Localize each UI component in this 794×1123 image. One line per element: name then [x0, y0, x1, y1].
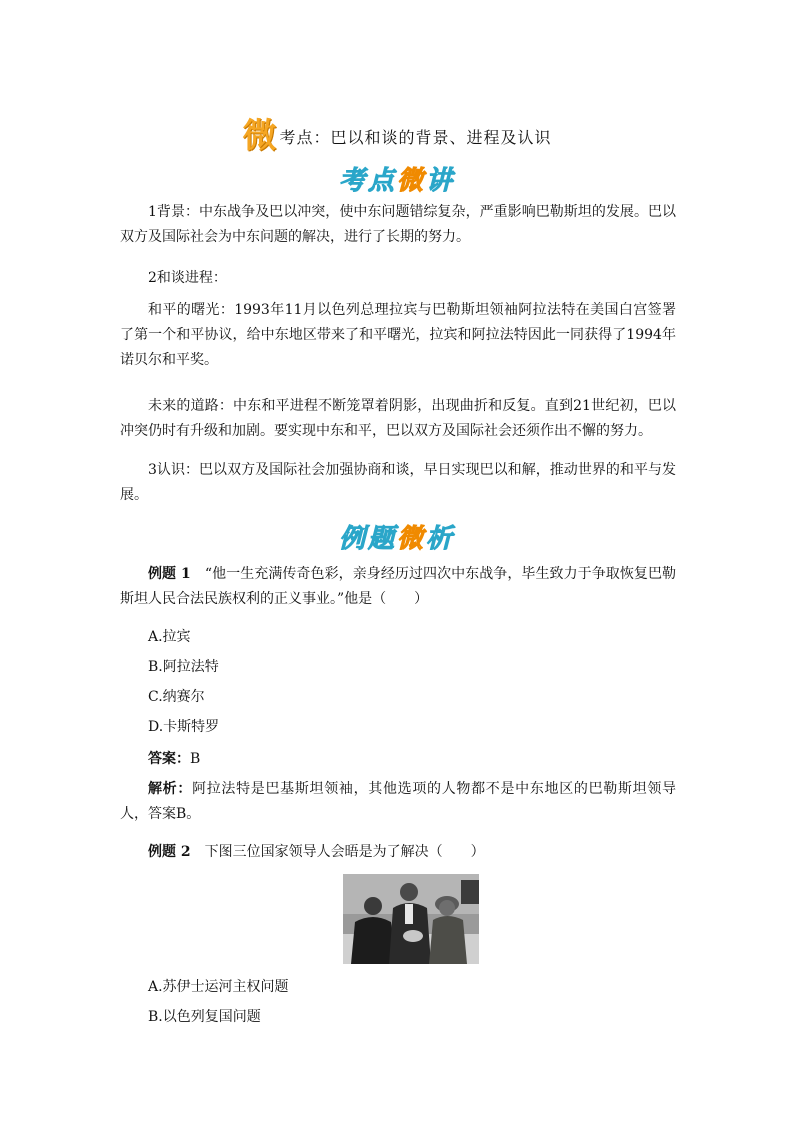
example1-analysis [120, 777, 676, 827]
example2-question-text: 下图三位国家领导人会晤是为了解决（ ） [204, 844, 485, 860]
example2-question [120, 840, 676, 865]
paragraph-background: 1背景：中东战争及巴以冲突，使中东问题错综复杂，严重影响巴勒斯坦的发展。巴以双方及国际社会为中东问题的解决，进行了长期的努力。 [120, 204, 676, 245]
title-big-char: 微 [242, 116, 278, 156]
paragraph-peace-dawn: 和平的曙光：1993年11月以色列总理拉宾与巴勒斯坦领袖阿拉法特在美国白宫签署了第一个和平协议，给中东地区带来了和平曙光，拉宾和阿拉法特因此一同获得了1994年诺贝尔和平奖。 [120, 302, 676, 368]
banner-examples-part1: 例题 [338, 524, 397, 554]
example1-option-c: C.纳赛尔 [148, 689, 205, 705]
analysis-text: 阿拉法特是巴基斯坦领袖，其他选项的人物都不是中东地区的巴勒斯坦领导人，答案B。 [120, 781, 677, 822]
paragraph-future-road: 未来的道路：中东和平进程不断笼罩着阴影，出现曲折和反复。直到21世纪初，巴以冲突仍时有升级和加剧。要实现中东和平，巴以双方及国际社会还须作出不懈的努力。 [120, 398, 676, 439]
answer-value: B [190, 751, 201, 767]
example2-label: 例题 2 [148, 844, 191, 860]
example1-question [120, 562, 676, 612]
banner-knowledge-part2: 微 [396, 166, 426, 196]
banner-knowledge-part1: 考点 [338, 166, 397, 196]
leaders-meeting-photo [343, 874, 479, 964]
paragraph-process-heading: 2和谈进程： [148, 270, 227, 286]
banner-knowledge-part3: 讲 [426, 166, 456, 196]
paragraph-recognition: 3认识：巴以双方及国际社会加强协商和谈，早日实现巴以和解，推动世界的和平与发展。 [120, 462, 676, 503]
banner-examples-part2: 微 [396, 524, 426, 554]
banner-knowledge [0, 160, 794, 197]
banner-examples [0, 518, 794, 555]
banner-examples-part3: 析 [426, 524, 456, 554]
example1-question-text: “他一生充满传奇色彩，亲身经历过四次中东战争，毕生致力于争取恢复巴勒斯坦人民合法民族权利的正义事业。”他是（ ） [120, 566, 677, 607]
example1-option-b: B.阿拉法特 [148, 659, 219, 675]
example2-option-a: A.苏伊士运河主权问题 [148, 979, 289, 995]
example1-option-d: D.卡斯特罗 [148, 719, 220, 735]
answer-label: 答案： [148, 751, 190, 767]
example1-answer [148, 748, 200, 768]
section-title [0, 108, 794, 157]
example1-option-a: A.拉宾 [148, 629, 191, 645]
analysis-label: 解析： [148, 781, 193, 797]
example1-label: 例题 1 [148, 566, 191, 582]
title-text: 考点：巴以和谈的背景、进程及认识 [279, 128, 552, 147]
example2-option-b: B.以色列复国问题 [148, 1009, 261, 1025]
